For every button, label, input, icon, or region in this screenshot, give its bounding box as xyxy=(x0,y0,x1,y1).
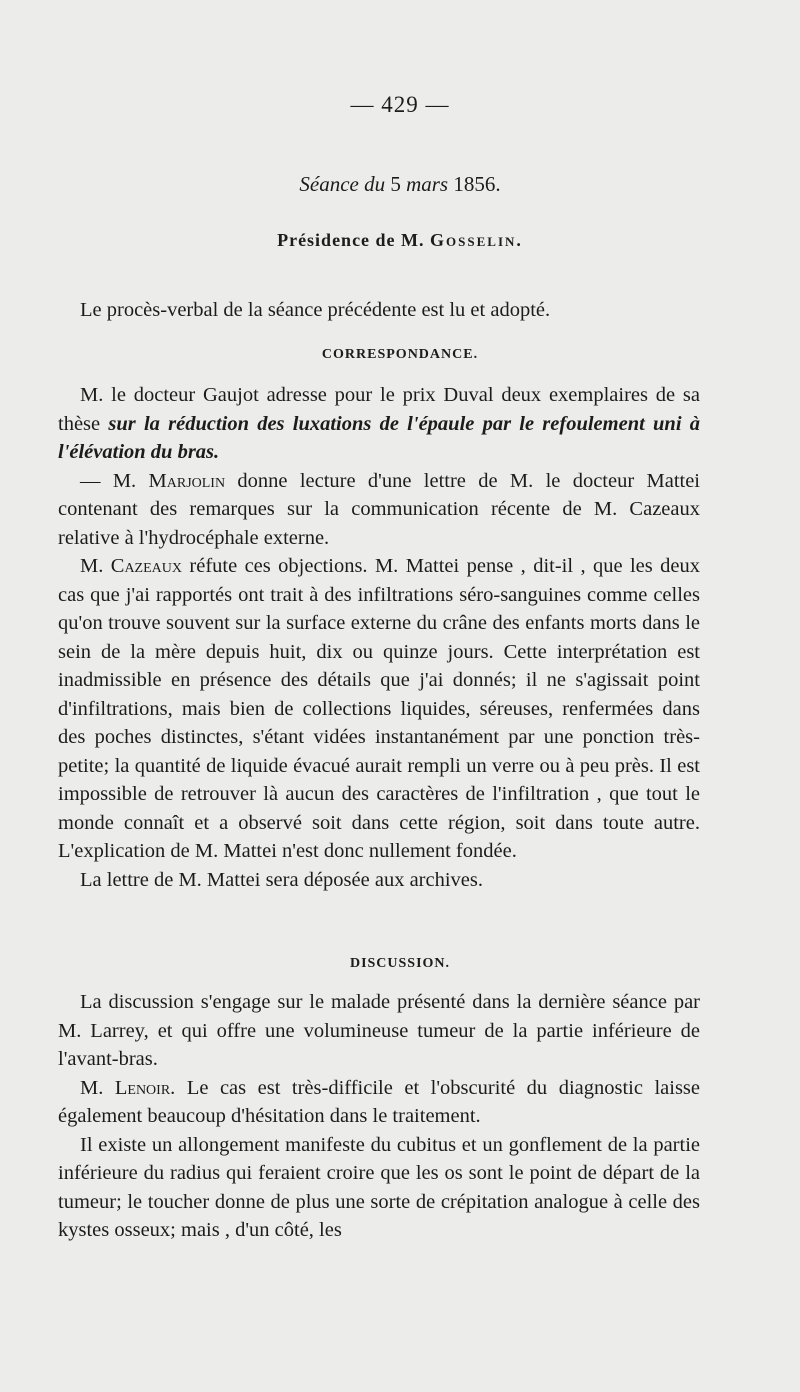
marjolin-name: Marjolin xyxy=(148,469,226,492)
discussion-paragraph-3: Il existe un allongement manifeste du cubitus et un gonflement de la partie inférieure du radius qui feraient croire que les os sont le point de départ de la tumeur; le toucher donne de plus une sorte de crépitation analogue à celle des kystes osseux; mais , d'un côté, les xyxy=(58,1133,700,1241)
session-title xyxy=(0,172,800,197)
discussion-section xyxy=(58,988,700,1245)
discussion-paragraph-2 xyxy=(58,1074,700,1131)
gaujot-text: M. le docteur Gaujot adresse pour le prix Duval deux exemplaires de sa thèse xyxy=(58,384,700,435)
correspondance-section xyxy=(58,381,700,894)
presidence-name: Gosselin. xyxy=(430,230,523,250)
presidence-title: M. xyxy=(401,230,425,250)
discussion-heading: DISCUSSION. xyxy=(349,956,451,971)
correspondance-paragraph-3 xyxy=(58,552,700,866)
session-day: 5 xyxy=(390,172,401,196)
cazeaux-prefix: M. xyxy=(80,555,104,577)
lenoir-name: Lenoir. xyxy=(114,1076,176,1099)
session-prefix: Séance du xyxy=(299,172,386,196)
lenoir-text: Le cas est très-difficile et l'obscurité du diagnostic laisse également beaucoup d'hésitation dans le traitement. xyxy=(58,1076,701,1127)
cazeaux-name: Cazeaux xyxy=(110,555,182,577)
marjolin-text: donne lecture d'une lettre de M. le docteur Mattei contenant des remarques sur la communication récente de M. Cazeaux relative à l'hydrocéphale externe. xyxy=(58,469,701,549)
thesis-title: sur la réduction des luxations de l'épaule par le refoulement uni à l'élévation du bras. xyxy=(58,412,700,463)
correspondance-paragraph-4: La lettre de M. Mattei sera déposée aux archives. xyxy=(80,868,483,891)
correspondance-heading: CORRESPONDANCE. xyxy=(321,347,479,362)
discussion-paragraph-1: La discussion s'engage sur le malade présenté dans la dernière séance par M. Larrey, et qui offre une volumineuse tumeur de la partie inférieure de l'avant-bras. xyxy=(58,991,700,1070)
page-number: — 429 — xyxy=(350,92,450,117)
session-year: 1856. xyxy=(453,172,501,196)
lenoir-prefix: M. xyxy=(80,1076,104,1099)
presidence-line xyxy=(0,230,800,251)
correspondance-paragraph-1 xyxy=(58,381,700,467)
cazeaux-text: réfute ces objections. M. Mattei pense , dit-il , que les deux cas que j'ai rapportés ont trait à des infiltrations séro-sanguines comme celles qu'on trouve souvent sur la surface externe du crâne des enfants morts dans le sein de la mère depuis huit, dix ou quinze jours. Cette interprétation est inadmissible en présence des détails que j'ai donnés; il ne s'agissait point d'infiltrations, mais bien de collections liquides, séreuses, renfermées dans des poches distinctes, s'étant vidées instantanément par une ponction très-petite; la quantité de liquide évacué aurait rempli un verre ou à peu près. Il est impossible de retrouver là aucun des caractères de l'infiltration , que tout le monde connaît et a observé soit dans cette région, soit dans toute autre. L'explication de M. Mattei n'est donc nullement fondée. xyxy=(58,555,701,862)
session-month: mars xyxy=(406,172,449,196)
presidence-prefix: Présidence de xyxy=(277,230,396,250)
intro-paragraph xyxy=(58,296,700,325)
correspondance-paragraph-2 xyxy=(58,467,700,553)
intro-text: Le procès-verbal de la séance précédente est lu et adopté. xyxy=(80,299,551,321)
marjolin-prefix: — M. xyxy=(80,469,137,492)
